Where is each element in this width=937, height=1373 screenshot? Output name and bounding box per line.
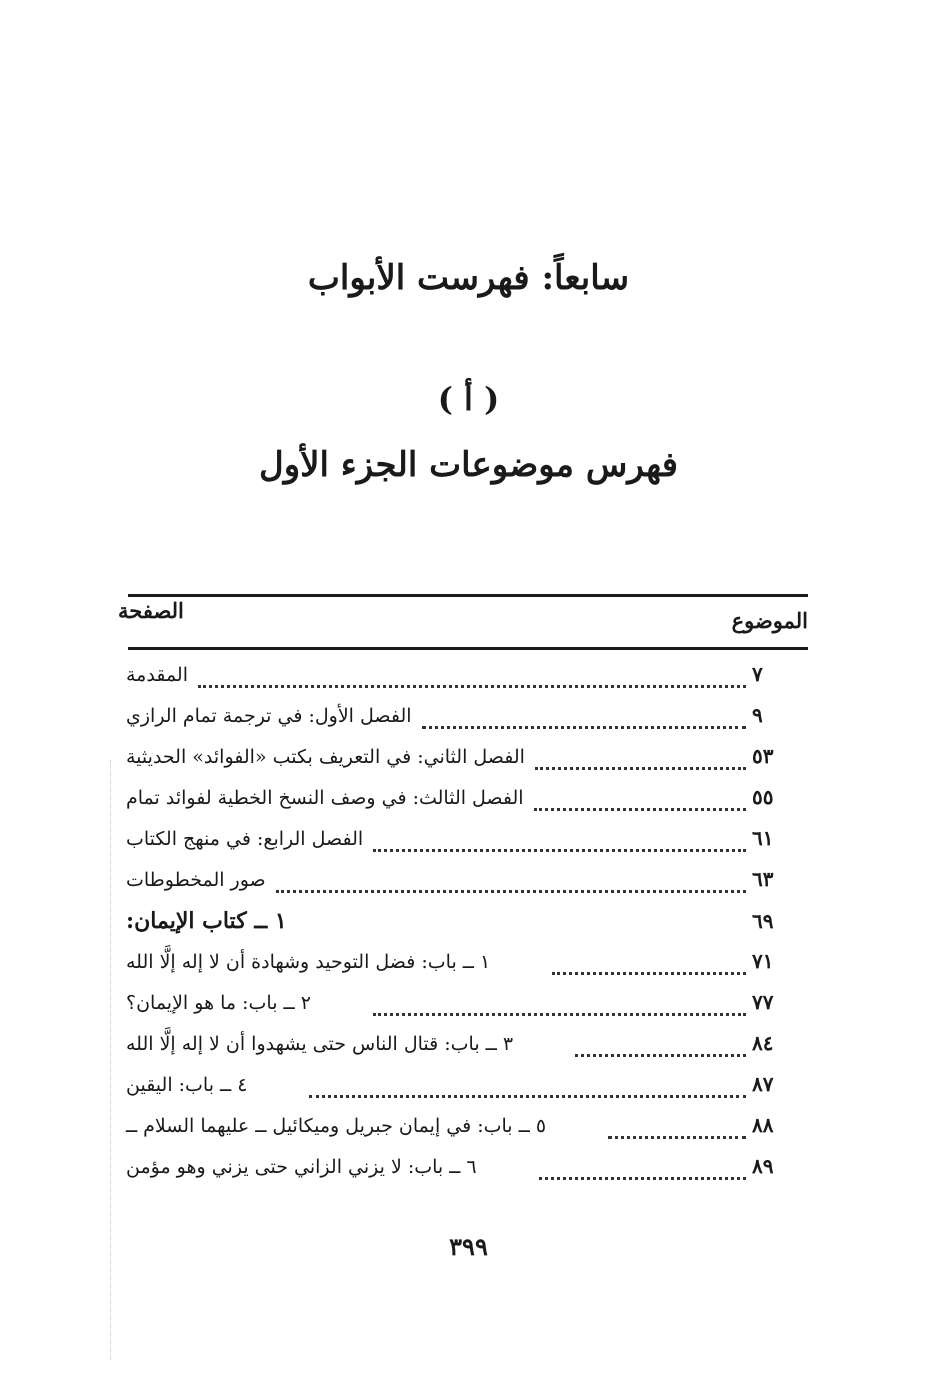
dot-leader: [552, 972, 746, 975]
toc-entry-page: ٧١: [752, 949, 774, 973]
dot-leader: [373, 1013, 746, 1016]
toc-entry: [118, 990, 808, 1031]
toc-entry-page: ٨٤: [752, 1031, 774, 1055]
toc-entry-page: ٨٨: [752, 1113, 774, 1137]
dot-leader: [422, 726, 746, 729]
toc-header: [118, 598, 808, 642]
binding-margin-line: [110, 760, 111, 1360]
toc-entry: [118, 785, 808, 826]
main-title: سابعاً: فهرست الأبواب: [307, 258, 630, 298]
toc-entry-page: ٧: [752, 662, 763, 686]
section-title: فهرس موضوعات الجزء الأول: [258, 445, 679, 485]
toc-entry-title: المقدمة: [126, 664, 189, 686]
table-header-rule: [128, 647, 808, 650]
toc-entry-title: الفصل الثاني: في التعريف بكتب «الفوائد» الحديثية: [126, 746, 525, 768]
toc-entry: [118, 662, 808, 703]
toc-entry-page: ٦٩: [752, 909, 774, 933]
toc-entry: [118, 826, 808, 867]
toc-entry: [118, 1031, 808, 1072]
dot-leader: [198, 685, 746, 688]
toc-entry-title: ٥ ــ باب: في إيمان جبريل وميكائيل ــ عليهما السلام ــ: [126, 1115, 547, 1137]
toc-entry-page: ٥٣: [752, 744, 774, 768]
section-letter: ( أ ): [437, 380, 500, 418]
toc-list: [118, 662, 808, 1195]
toc-entry: [118, 1072, 808, 1113]
dot-leader: [608, 1136, 746, 1139]
toc-entry-title: ٣ ــ باب: قتال الناس حتى يشهدوا أن لا إله إلَّا الله: [126, 1033, 514, 1055]
dot-leader: [297, 931, 746, 934]
page-number: ٣٩٩: [449, 1232, 488, 1261]
toc-entry: [118, 949, 808, 990]
dot-leader: [539, 1177, 746, 1180]
table-top-rule: [128, 594, 808, 597]
toc-entry-title: الفصل الأول: في ترجمة تمام الرازي: [126, 705, 412, 727]
toc-entry-page: ٩: [752, 703, 763, 727]
toc-entry-title: الفصل الرابع: في منهج الكتاب: [126, 828, 364, 850]
toc-entry-page: ٦١: [752, 826, 774, 850]
toc-entry: [118, 1154, 808, 1195]
toc-entry-title: ٢ ــ باب: ما هو الإيمان؟: [126, 992, 311, 1014]
toc-entry-title: ١ ــ باب: فضل التوحيد وشهادة أن لا إله إلَّا الله: [126, 951, 491, 973]
dot-leader: [276, 890, 746, 893]
toc-entry-page: ٨٧: [752, 1072, 774, 1096]
toc-entry-title: الفصل الثالث: في وصف النسخ الخطية لفوائد تمام: [126, 787, 524, 809]
toc-entry: [118, 703, 808, 744]
toc-entry-page: ٦٣: [752, 867, 774, 891]
dot-leader: [373, 849, 746, 852]
toc-entry-title: ٦ ــ باب: لا يزني الزاني حتى يزني وهو مؤمن: [126, 1156, 477, 1178]
dot-leader: [309, 1095, 746, 1098]
toc-entry-title: ١ ــ كتاب الإيمان:: [126, 908, 287, 934]
toc-entry-title: صور المخطوطات: [126, 869, 266, 891]
header-topic-label: الموضوع: [731, 608, 808, 633]
toc-entry-title: ٤ ــ باب: اليقين: [126, 1074, 248, 1096]
header-page-label: الصفحة: [118, 598, 184, 623]
toc-entry-page: ٨٩: [752, 1154, 774, 1178]
dot-leader: [575, 1054, 746, 1057]
dot-leader: [535, 767, 746, 770]
toc-entry: [118, 867, 808, 908]
toc-entry: [118, 1113, 808, 1154]
dot-leader: [534, 808, 746, 811]
toc-entry-page: ٥٥: [752, 785, 774, 809]
toc-entry: [118, 908, 808, 949]
toc-entry: [118, 744, 808, 785]
toc-entry-page: ٧٧: [752, 990, 774, 1014]
